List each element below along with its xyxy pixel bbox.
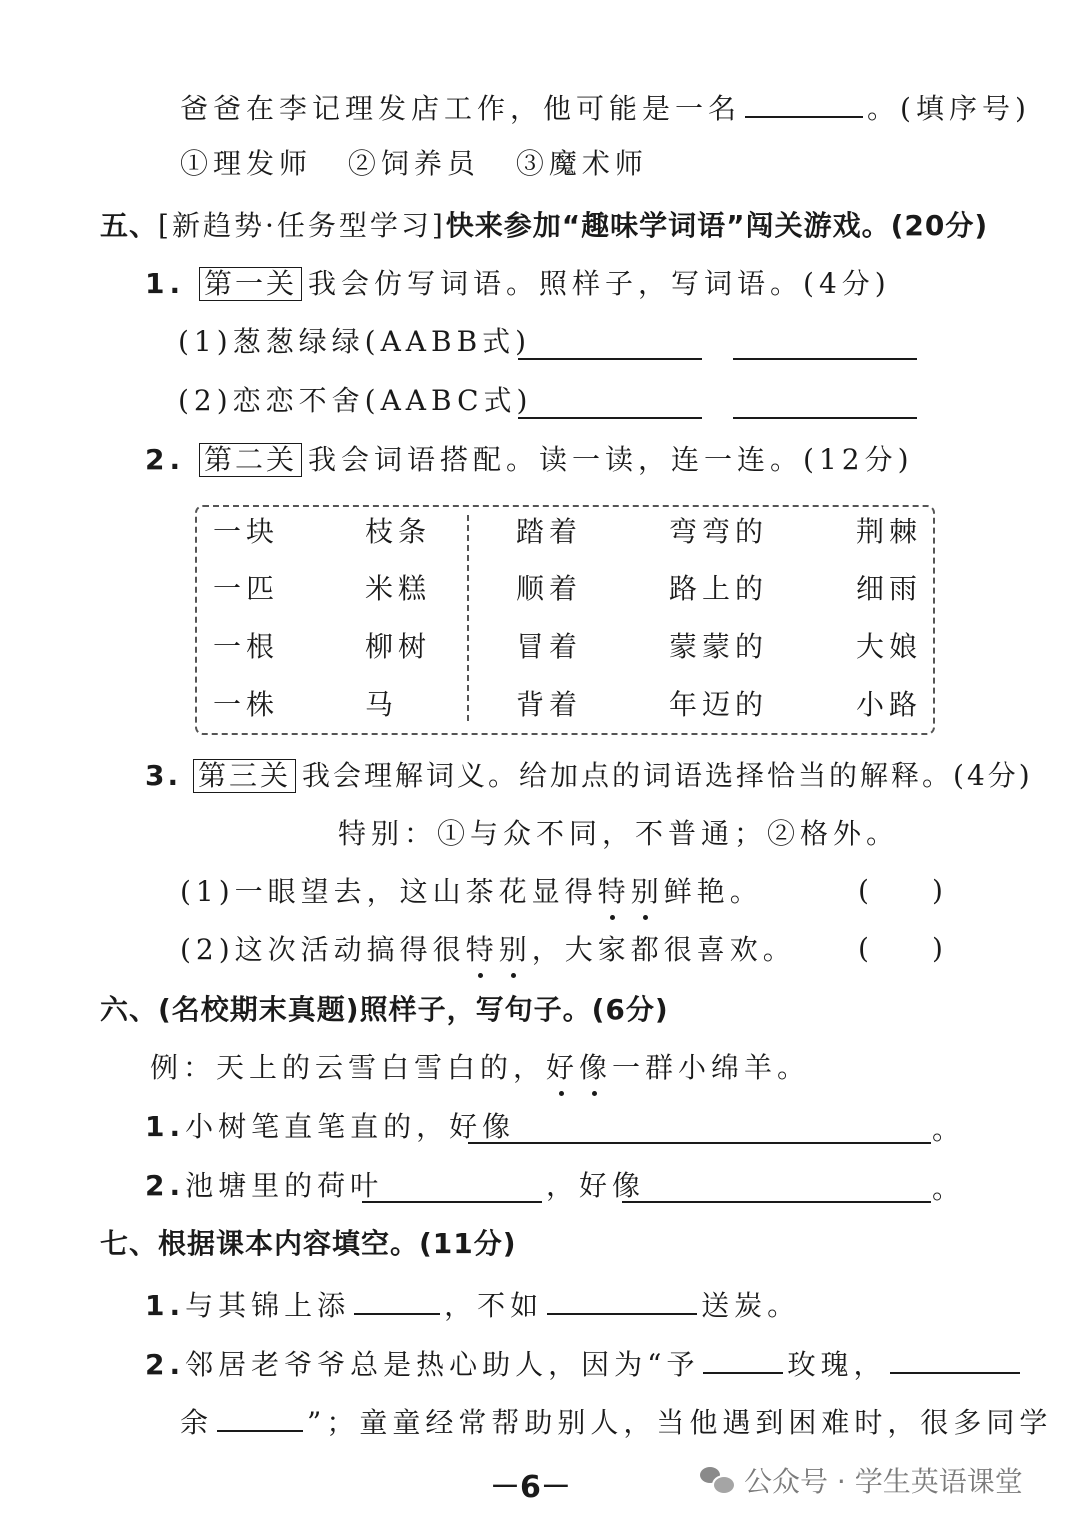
q4-option-2: ②饲养员: [347, 147, 480, 180]
s5-q1-item-2: (2)恋恋不舍(AABC式): [178, 384, 533, 417]
s7-q1-b: ，不如: [444, 1289, 544, 1322]
s7-q1-a: 与其锦上添: [185, 1289, 351, 1322]
s6-q2-answer-blank-1[interactable]: [362, 1201, 542, 1203]
q4-sentence-before: 爸爸在李记理发店工作，他可能是一名: [180, 92, 742, 125]
s7-q2-line2: [180, 1400, 1052, 1443]
match-col4-word[interactable]: 路上的: [669, 572, 769, 605]
s7-q2-blank-3[interactable]: [217, 1400, 303, 1432]
q4-option-1: ①理发师: [180, 147, 313, 180]
match-col3-word[interactable]: 冒着: [516, 630, 583, 663]
s5-q1-item1-blank-1[interactable]: [518, 358, 702, 360]
match-col5-word[interactable]: 小路: [856, 688, 923, 721]
s7-q1: [145, 1283, 800, 1326]
s5-q2-heading: [145, 440, 914, 480]
s6-example-after: 一群小绵羊。: [612, 1051, 811, 1084]
s5-q1-text: 我会仿写词语。照样子，写词语。(4分): [308, 267, 891, 300]
s5-q3-definition: 特别：①与众不同，不普通；②格外。: [338, 817, 900, 850]
s7-q2-num: 2.: [145, 1348, 186, 1381]
matching-divider: [467, 515, 469, 721]
s6-q1-num: 1.: [145, 1110, 186, 1143]
section7-title: 七、根据课本内容填空。(11分): [100, 1227, 517, 1260]
match-col1-word[interactable]: 一匹: [213, 572, 280, 605]
q4-options: [180, 144, 648, 184]
match-col2-word[interactable]: 枝条: [365, 515, 432, 548]
s7-q2-d: ”；童童经常帮助别人，当他遇到困难时，很多同学: [307, 1406, 1053, 1439]
match-col4-word[interactable]: 蒙蒙的: [669, 630, 769, 663]
s7-q1-num: 1.: [145, 1289, 186, 1322]
match-col3-word[interactable]: 背着: [516, 688, 583, 721]
match-col2-word[interactable]: 马: [365, 688, 399, 721]
s5-q1-heading: [145, 264, 891, 304]
s5-q3-heading: [145, 756, 1033, 796]
s5-q1-item2-blank-1[interactable]: [518, 417, 702, 419]
emphasized-char: 特: [598, 872, 631, 912]
emphasized-char: 像: [579, 1048, 612, 1088]
s6-q2-answer-blank-2[interactable]: [622, 1201, 931, 1203]
emphasized-char: 别: [631, 872, 664, 912]
s6-example: [150, 1048, 810, 1088]
s5-q1-num: 1.: [145, 267, 186, 300]
s6-q1: [145, 1107, 515, 1147]
s5-q3-item2-answer-slot[interactable]: [878, 932, 930, 968]
s6-q2: [145, 1166, 383, 1206]
s7-q1-c: 送炭。: [701, 1289, 801, 1322]
section5-title: [100, 206, 988, 246]
q4-option-3: ③魔术师: [515, 147, 648, 180]
page-number: －6－: [490, 1470, 571, 1505]
s5-q1-item2-blank-2[interactable]: [733, 417, 917, 419]
s6-q2-text: 池塘里的荷叶: [185, 1169, 384, 1202]
emphasized-char: 好: [546, 1048, 579, 1088]
match-col2-word[interactable]: 米糕: [365, 572, 432, 605]
match-col4-word[interactable]: 年迈的: [669, 688, 769, 721]
s7-q1-blank-2[interactable]: [547, 1283, 697, 1315]
match-col3-word[interactable]: 踏着: [516, 515, 583, 548]
s5-q3-item-1: [180, 872, 763, 912]
match-col1-word[interactable]: 一株: [213, 688, 280, 721]
watermark-text: 公众号 · 学生英语课堂: [744, 1465, 1023, 1498]
s5-q1-level-badge: 第一关: [199, 267, 302, 301]
s7-q2-blank-2[interactable]: [890, 1342, 1020, 1374]
emphasized-char: 别: [499, 930, 532, 970]
emphasized-char: 特: [466, 930, 499, 970]
s6-q1-end: 。: [932, 1113, 966, 1146]
s5-q2-num: 2.: [145, 443, 186, 476]
match-col1-word[interactable]: 一根: [213, 630, 280, 663]
answer-paren-open: (: [858, 874, 869, 907]
s5-q3-item1-before: (1)一眼望去，这山茶花显得: [180, 875, 598, 908]
s5-q1-item1-blank-2[interactable]: [733, 358, 917, 360]
s5-q3-item2-before: (2)这次活动搞得很: [180, 933, 466, 966]
s5-q2-level-badge: 第二关: [199, 443, 302, 477]
match-col5-word[interactable]: 荆棘: [856, 515, 923, 548]
match-col2-word[interactable]: 柳树: [365, 630, 432, 663]
s7-q2-b: 玫瑰，: [787, 1348, 887, 1381]
s7-q2-a: 邻居老爷爷总是热心助人，因为“予: [185, 1348, 700, 1381]
s5-q3-level-badge: 第三关: [193, 759, 296, 793]
s5-q1-item-1: (1)葱葱绿绿(AABB式): [178, 325, 532, 358]
answer-paren-close: ): [932, 932, 943, 965]
section5-title-text: 快来参加“趣味学词语”闯关游戏。(20分): [445, 209, 989, 242]
match-col1-word[interactable]: 一块: [213, 515, 280, 548]
match-col3-word[interactable]: 顺着: [516, 572, 583, 605]
s5-q3-text: 我会理解词义。给加点的词语选择恰当的解释。(4分): [302, 759, 1033, 792]
answer-paren-close: ): [932, 874, 943, 907]
watermark: [700, 1460, 1023, 1500]
s7-q2-c: 余: [180, 1406, 214, 1439]
s6-example-before: 例：天上的云雪白雪白的，: [150, 1051, 547, 1084]
match-col4-word[interactable]: 弯弯的: [669, 515, 769, 548]
answer-paren-open: (: [858, 932, 869, 965]
s7-q2-line1: [145, 1342, 1024, 1385]
s5-q3-num: 3.: [145, 759, 182, 792]
s7-q1-blank-1[interactable]: [354, 1283, 440, 1315]
section5-tag: [新趋势·任务型学习]: [158, 209, 446, 242]
s6-q2-end: 。: [932, 1172, 966, 1205]
match-col5-word[interactable]: 细雨: [856, 572, 923, 605]
section5-prefix: 五、: [100, 209, 159, 242]
match-col5-word[interactable]: 大娘: [856, 630, 923, 663]
q4-sentence-after: 。(填序号): [867, 92, 1031, 125]
s6-q2-num: 2.: [145, 1169, 186, 1202]
s6-q2-mid: ，好像: [546, 1169, 646, 1202]
section6-title: 六、(名校期末真题)照样子，写句子。(6分): [100, 993, 669, 1026]
s5-q3-item-2: [180, 930, 796, 970]
s6-q1-answer-blank[interactable]: [468, 1142, 931, 1144]
wechat-icon: [700, 1465, 734, 1495]
q4-sentence: [180, 86, 1031, 129]
s5-q3-item1-answer-slot[interactable]: [878, 874, 930, 910]
s5-q3-item2-after: ，大家都很喜欢。: [531, 933, 796, 966]
s6-q1-text: 小树笔直笔直的，好像: [185, 1110, 516, 1143]
s7-q2-blank-1[interactable]: [703, 1342, 783, 1374]
q4-answer-blank[interactable]: [745, 86, 863, 118]
s5-q2-text: 我会词语搭配。读一读，连一连。(12分): [308, 443, 914, 476]
s5-q3-item1-after: 鲜艳。: [663, 875, 763, 908]
